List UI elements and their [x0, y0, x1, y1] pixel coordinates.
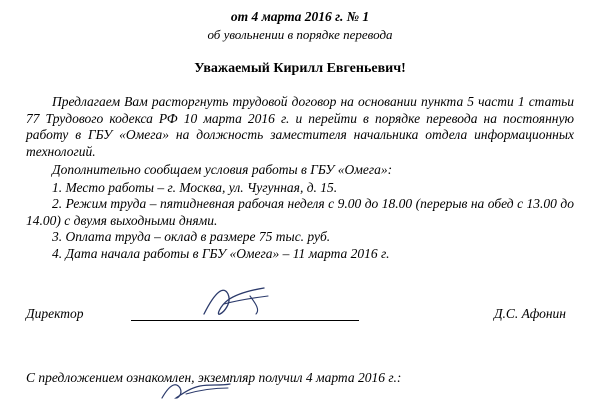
- list-item: 4. Дата начала работы в ГБУ «Омега» – 11 марта 2016 г.: [52, 245, 390, 261]
- signature-row: [26, 300, 574, 326]
- acknowledgement-block: [26, 370, 574, 386]
- signature-scribble-icon: [194, 284, 304, 320]
- document-header-subject: об увольнении в порядке перевода: [207, 27, 393, 42]
- document-greeting: Уважаемый Кирилл Евгеньевич!: [194, 61, 406, 76]
- document-header-number: от 4 марта 2016 г. № 1: [230, 9, 370, 24]
- list-item: 3. Оплата труда – оклад в размере 75 тыс. руб.: [52, 229, 331, 244]
- acknowledgement-text: С предложением ознакомлен, экземпляр получил 4 марта 2016 г.:: [26, 370, 402, 385]
- list-item: 2. Режим труда – пятидневная рабочая неделя с 9.00 до 18.00 (перерыв на обед с 13.00 до 14.00) с двумя выходными днями.: [26, 196, 574, 228]
- signature-line: [131, 320, 359, 321]
- signature-name: Д.С. Афонин: [493, 306, 566, 321]
- document-body: [26, 94, 574, 262]
- paragraph-offer: Предлагаем Вам расторгнуть трудовой договор на основании пункта 5 части 1 статьи 77 Трудового кодекса РФ 10 марта 2016 г. и перейти в порядке перевода на постоянную работу в ГБУ «Омега» на должность заместителя начальника отдела информационных технологий.: [26, 94, 574, 159]
- paragraph-conditions: Дополнительно сообщаем условия работы в ГБУ «Омега»:: [52, 162, 393, 177]
- signature-title: Директор: [26, 306, 84, 321]
- conditions-list: [26, 180, 574, 263]
- list-item: 1. Место работы – г. Москва, ул. Чугунная, д. 15.: [52, 179, 338, 195]
